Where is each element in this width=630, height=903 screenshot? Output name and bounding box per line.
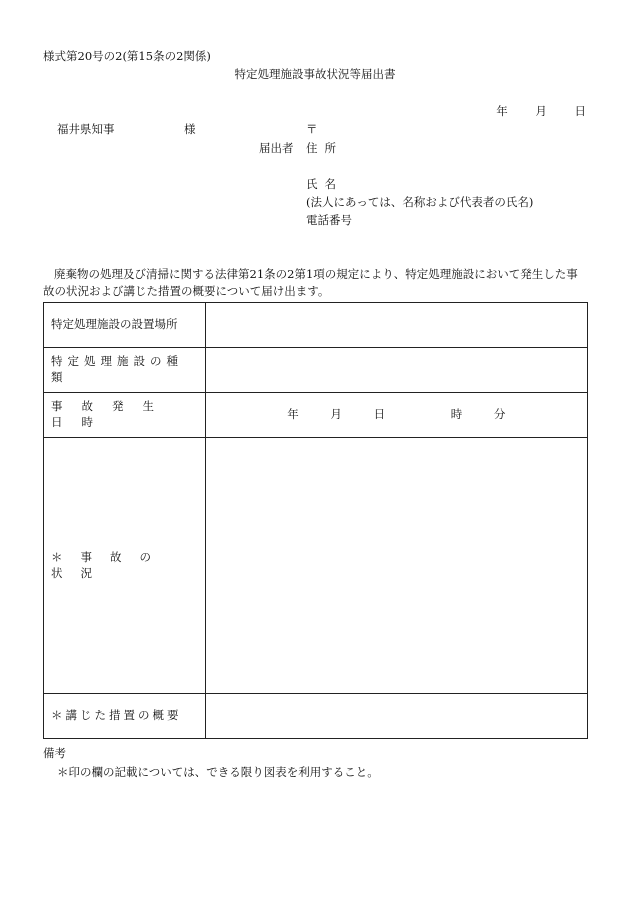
form-number: 様式第20号の2(第15条の2関係) <box>43 49 211 63</box>
phone-label: 電話番号 <box>306 213 352 227</box>
notifier-label: 届出者 <box>259 141 294 155</box>
date-day: 日 <box>574 104 586 118</box>
facility-type-label: 特定処理施設の種類 <box>44 348 206 393</box>
table-row <box>44 348 588 393</box>
facility-type-field[interactable] <box>205 348 587 393</box>
name-note: (法人にあっては、名称および代表者の氏名) <box>306 195 534 209</box>
postal-mark: 〒 <box>306 122 318 136</box>
measures-field[interactable] <box>205 694 587 739</box>
notes-title: 備考 <box>43 746 66 760</box>
incident-status-label: ＊事故の状況 <box>44 438 206 694</box>
table-row <box>44 393 588 438</box>
address-label: 住所 <box>306 141 343 155</box>
measures-label: ＊講じた措置の概要 <box>44 694 206 739</box>
date-month: 月 <box>535 104 547 118</box>
dt-minute: 分 <box>493 407 506 422</box>
date-year: 年 <box>496 104 508 118</box>
document-title: 特定処理施設事故状況等届出書 <box>234 67 396 81</box>
body-paragraph: 廃棄物の処理及び清掃に関する法律第21条の2第1項の規定により、特定処理施設において発生した事故の状況および講じた措置の概要について届け出ます。 <box>43 267 578 298</box>
table-row <box>44 438 588 694</box>
notes-item: ＊印の欄の記載については、できる限り図表を利用すること。 <box>57 765 379 779</box>
incident-status-field[interactable] <box>205 438 587 694</box>
name-label: 氏名 <box>306 177 343 191</box>
incident-datetime-label: 事故発生日時 <box>44 393 206 438</box>
dt-day: 日 <box>373 407 386 422</box>
submission-date <box>472 104 586 120</box>
location-label: 特定処理施設の設置場所 <box>44 303 206 348</box>
location-field[interactable] <box>205 303 587 348</box>
addressee-honorific: 様 <box>184 122 196 136</box>
table-row <box>44 303 588 348</box>
dt-hour: 時 <box>450 407 463 422</box>
dt-year: 年 <box>287 407 299 422</box>
table-row <box>44 694 588 739</box>
dt-month: 月 <box>330 407 342 422</box>
incident-datetime-field[interactable] <box>205 393 587 438</box>
addressee-name: 福井県知事 <box>57 122 115 136</box>
report-table <box>43 302 588 739</box>
